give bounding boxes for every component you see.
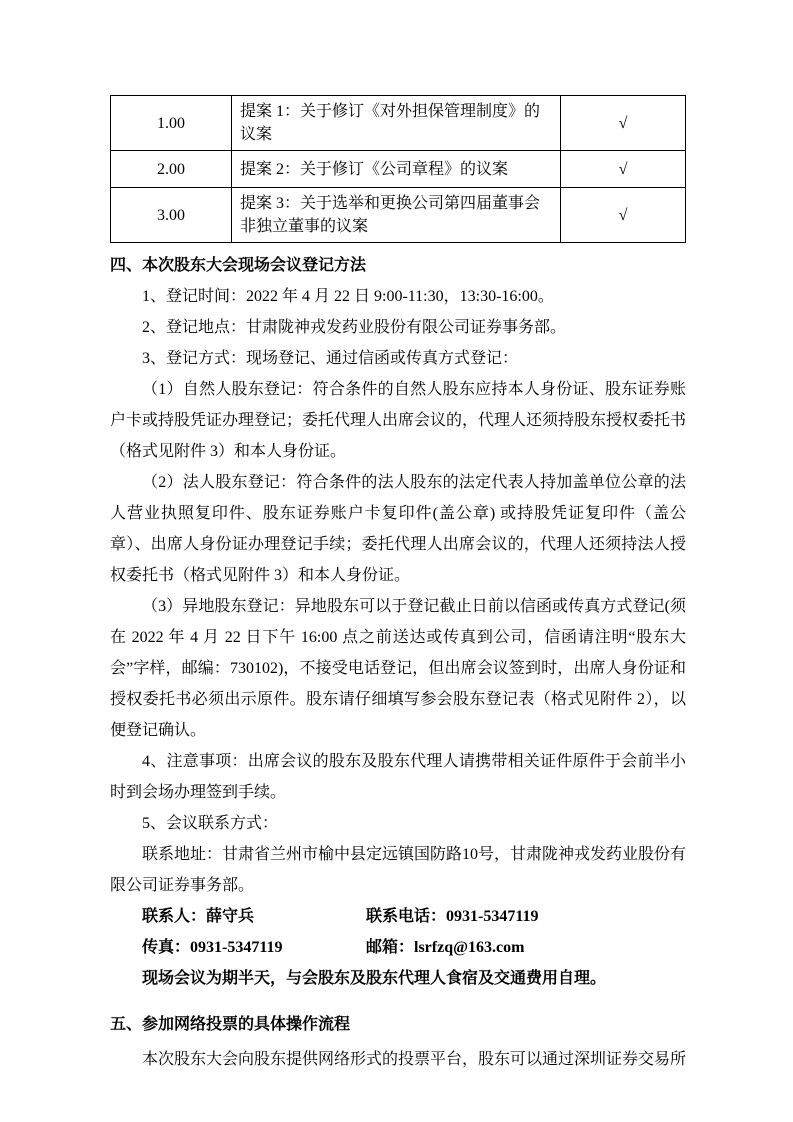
- proposal-code: 1.00: [111, 96, 232, 151]
- paragraph-registration-place: 2、登记地点：甘肃陇神戎发药业股份有限公司证券事务部。: [142, 319, 567, 336]
- proposal-table: [110, 95, 686, 243]
- table-row: [111, 151, 686, 188]
- proposal-code: 3.00: [111, 188, 232, 243]
- paragraph-natural-person-registration: （1）自然人股东登记：符合条件的自然人股东应持本人身份证、股东证券账户卡或持股凭证办理登记；委托代理人出席会议的，代理人还须持股东授权委托书（格式见附件 3）和本人身份证。: [110, 381, 687, 460]
- vote-checkmark: √: [561, 96, 686, 151]
- paragraph-meeting-duration: 现场会议为期半天，与会股东及股东代理人食宿及交通费用自理。: [142, 970, 607, 987]
- section5-heading: 五、参加网络投票的具体操作流程: [110, 1016, 351, 1033]
- proposal-title: 提案 3：关于选举和更换公司第四届董事会非独立董事的议案: [232, 188, 561, 243]
- contact-row: [110, 932, 686, 963]
- paragraph-notes: 4、注意事项：出席会议的股东及股东代理人请携带相关证件原件于会前半小时到会场办理签到手续。: [110, 753, 686, 801]
- paragraph-online-voting-intro: 本次股东大会向股东提供网络形式的投票平台，股东可以通过深圳证券交易所: [142, 1051, 687, 1068]
- paragraph-contact-address: 联系地址：甘肃省兰州市榆中县定远镇国防路10号，甘肃陇神戎发药业股份有限公司证券事务部。: [110, 846, 687, 894]
- section4-heading: 四、本次股东大会现场会议登记方法: [110, 257, 367, 274]
- table-row: [111, 96, 686, 151]
- paragraph-registration-time: 1、登记时间：2022 年 4 月 22 日 9:00-11:30，13:30-16:00。: [142, 288, 554, 305]
- contact-row: [110, 901, 686, 932]
- paragraph-contact-title: 5、会议联系方式：: [142, 815, 279, 832]
- proposal-title: 提案 2：关于修订《公司章程》的议案: [232, 151, 561, 188]
- contact-email: 邮箱：lsrfzq@163.com: [366, 939, 525, 956]
- vote-checkmark: √: [561, 151, 686, 188]
- proposal-title: 提案 1：关于修订《对外担保管理制度》的议案: [232, 96, 561, 151]
- paragraph-legal-person-registration: （2）法人股东登记：符合条件的法人股东的法定代表人持加盖单位公章的法人营业执照复印件、股东证券账户卡复印件(盖公章) 或持股凭证复印件（盖公章）、出席人身份证办理登记手续；委托代理人出席会议的，代理人还须持法人授权委托书（格式见附件 3）和本人身份证。: [110, 474, 686, 584]
- contact-person: 联系人：薛守兵: [142, 908, 255, 925]
- paragraph-registration-method: 3、登记方式：现场登记、通过信函或传真方式登记：: [142, 350, 519, 367]
- contact-phone: 联系电话：0931-5347119: [366, 908, 539, 925]
- proposal-code: 2.00: [111, 151, 232, 188]
- vote-checkmark: √: [561, 188, 686, 243]
- table-row: [111, 188, 686, 243]
- paragraph-remote-shareholder-registration: （3）异地股东登记：异地股东可以于登记截止日前以信函或传真方式登记(须在 2022 年 4 月 22 日下午 16:00 点之前送达或传真到公司，信函请注明“股东大会”字样，邮编：730102)，不接受电话登记，但出席会议签到时，出席人身份证和授权委托书必须出示原件。股东请仔细填写参会股东登记表（格式见附件 2），以便登记确认。: [110, 598, 686, 739]
- contact-fax: 传真：0931-5347119: [142, 939, 283, 956]
